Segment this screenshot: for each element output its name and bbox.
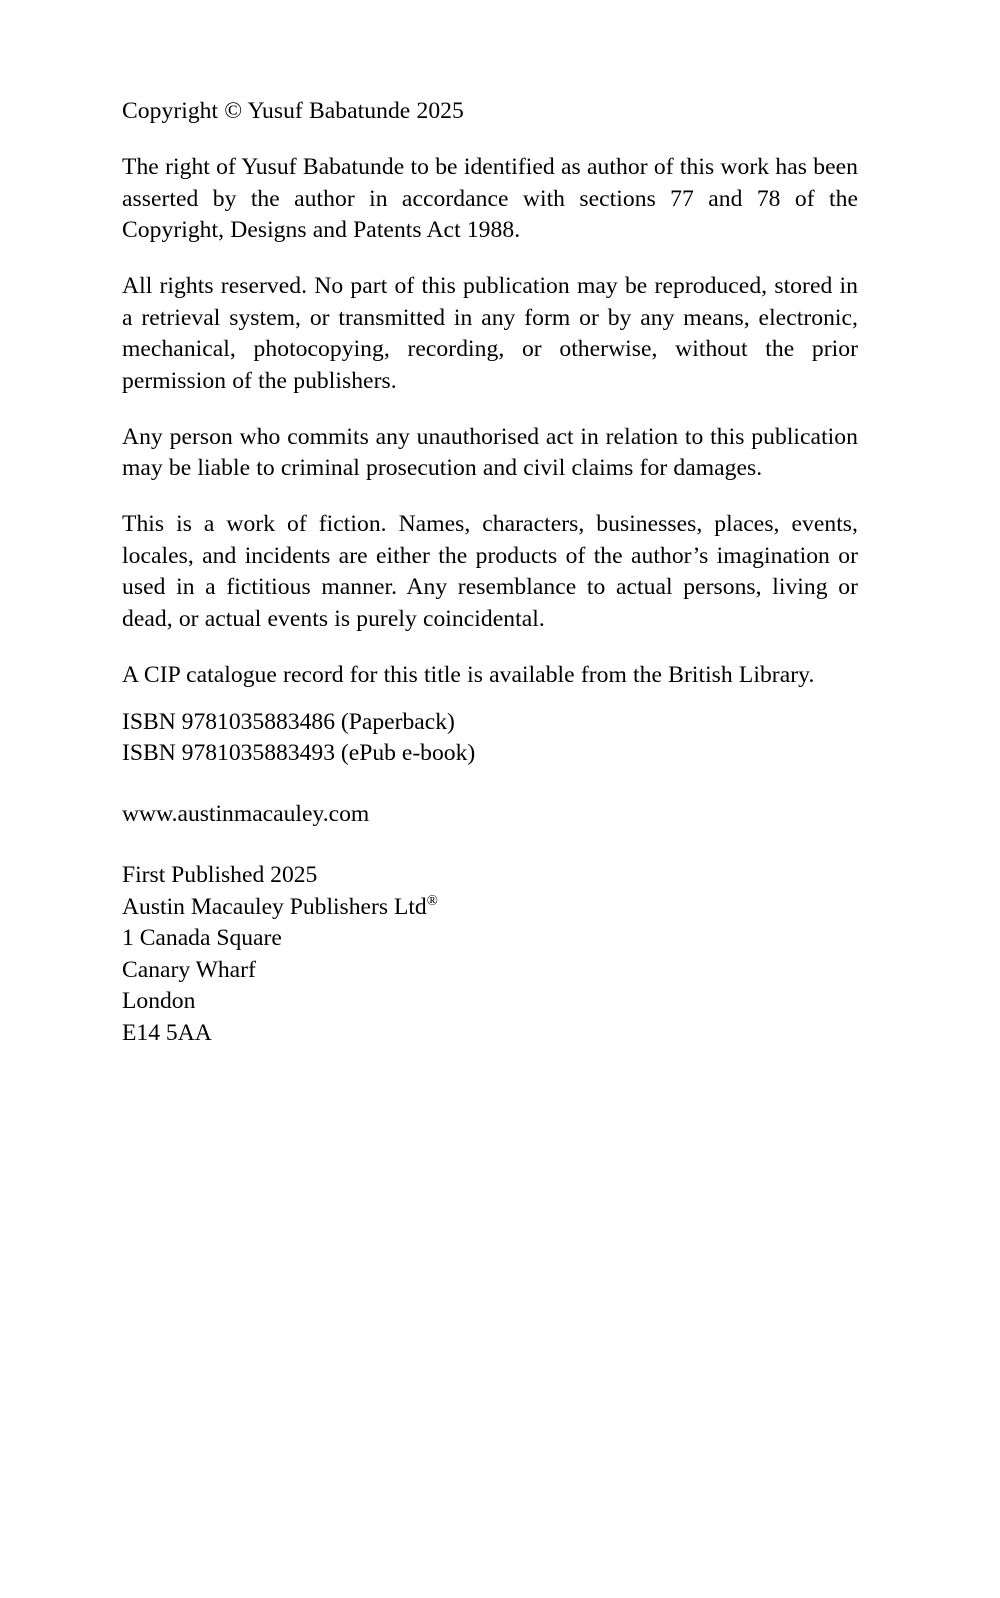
- spacer: [122, 500, 858, 509]
- cip-catalogue-paragraph: A CIP catalogue record for this title is available from the British Library.: [122, 661, 815, 688]
- spacer: [122, 262, 858, 271]
- publisher-address-line-3: London: [122, 988, 196, 1014]
- fiction-disclaimer-paragraph: This is a work of fiction. Names, characters, businesses, places, events, locales, and incidents are either the products of the author’s imagination or used in a fictitious manner. Any resemblance to actual persons, living or dead, or actual events is purely coincidental.: [122, 511, 858, 632]
- publisher-address-line-1: 1 Canada Square: [122, 925, 282, 951]
- publisher-name: Austin Macauley Publishers Ltd: [122, 893, 427, 920]
- all-rights-reserved-paragraph: All rights reserved. No part of this publication may be reproduced, stored in a retrieval system, or transmitted in any form or by any means, electronic, mechanical, photocopying, recording, or otherwise, without the prior permission of the publishers.: [122, 273, 858, 394]
- spacer: [122, 143, 858, 152]
- page-content: [122, 96, 858, 1065]
- publisher-name-line: [122, 892, 858, 924]
- publisher-website-url[interactable]: www.austinmacauley.com: [122, 801, 370, 827]
- registered-trademark-icon: ®: [426, 892, 438, 909]
- author-assertion-paragraph: The right of Yusuf Babatunde to be identified as author of this work has been asserted by the author in accordance with sections 77 and 78 of the Copyright, Designs and Patents Act 1988.: [122, 154, 858, 243]
- isbn-epub: ISBN 9781035883493 (ePub e-book): [122, 740, 476, 766]
- publisher-postcode: E14 5AA: [122, 1019, 212, 1046]
- spacer: [122, 785, 858, 799]
- publisher-address-line-2: Canary Wharf: [122, 956, 256, 983]
- publisher-imprint-block: [122, 860, 858, 1049]
- copyright-notice: Copyright © Yusuf Babatunde 2025: [122, 98, 464, 124]
- publisher-website-block: [122, 799, 858, 831]
- isbn-paperback: ISBN 9781035883486 (Paperback): [122, 708, 455, 735]
- spacer: [122, 846, 858, 860]
- first-published-line: First Published 2025: [122, 862, 318, 888]
- spacer: [122, 651, 858, 660]
- spacer: [122, 413, 858, 422]
- isbn-block: [122, 707, 858, 770]
- unauthorised-act-paragraph: Any person who commits any unauthorised act in relation to this publication may be liable to criminal prosecution and civil claims for damages.: [122, 423, 858, 481]
